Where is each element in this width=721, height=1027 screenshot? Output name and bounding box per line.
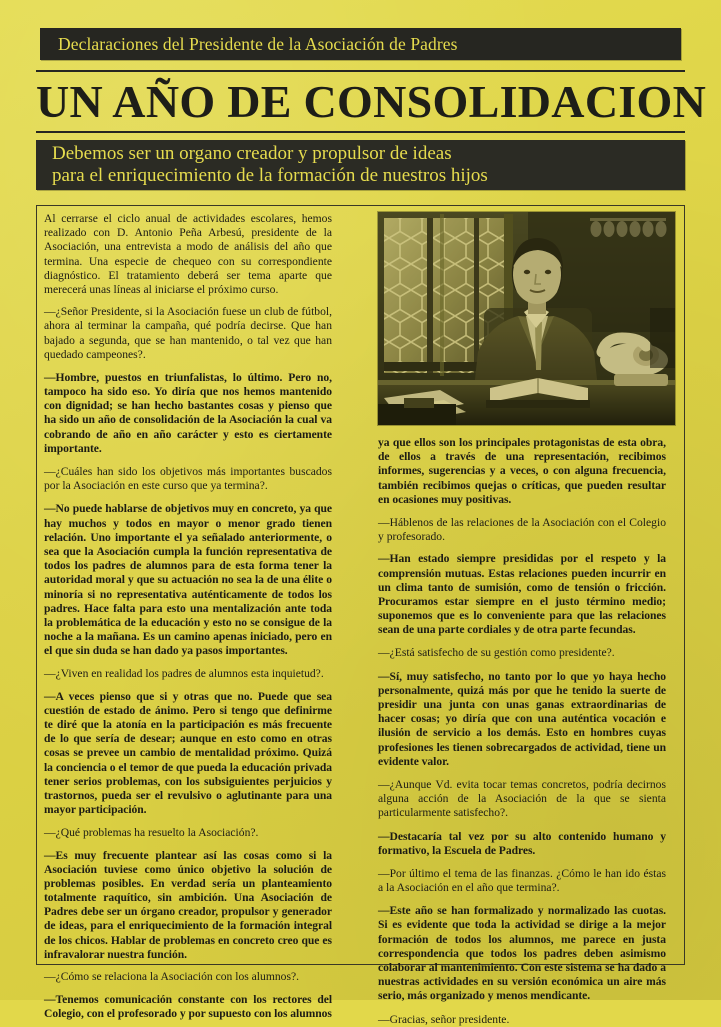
article-paragraph: —Tenemos comunicación constante con los rectores del Colegio, con el profesorado y por supuesto con los alumnos	[44, 993, 332, 1021]
article-columns	[44, 212, 677, 1026]
article-paragraph: —Destacaría tal vez por su alto contenido humano y formativo, la Escuela de Padres.	[378, 829, 666, 857]
kicker-text: Declaraciones del Presidente de la Asociación de Padres	[58, 33, 458, 54]
article-paragraph: —Hombre, puestos en triunfalistas, lo último. Pero no, tampoco ha sido eso. Yo diría que nos hemos mantenido con dignidad; se han hecho bastantes cosas y pienso que ha sido un año de consolidación de la Asociación la cual va cobrando de año en año carácter y esto es ciertamente importante.	[44, 370, 332, 455]
headline-container	[36, 74, 707, 129]
article-paragraph: —Por último el tema de las finanzas. ¿Cómo le han ido éstas a la Asociación en el año que termina?.	[378, 866, 666, 895]
article-paragraph: —¿Viven en realidad los padres de alumnos esta inquietud?.	[44, 667, 324, 681]
headline-rule-bottom	[36, 131, 685, 133]
article-paragraph: —Han estado siempre presididas por el respeto y la comprensión mutuas. Estas relaciones pueden incurrir en un clima tanto de sumisión, como de tensión o fricción. Procuramos estar siempre en el justo término medio; suponemos que es lo conveniente para que las relaciones sean de una parte cordiales y de otra parte fecundas.	[378, 552, 666, 637]
article-paragraph: —¿Aunque Vd. evita tocar temas concretos, podría decirnos alguna acción de la Asociación de la que se sienta particularmente satisfecho?.	[378, 777, 666, 820]
headline-rule-top	[36, 70, 685, 72]
article-paragraph: —A veces pienso que si y otras que no. Puede que sea cuestión de estado de ánimo. Pero si tengo que definirme te diré que la atonía en la participación es más frecuente de lo que sería de desear; aunque en esto como en otras cosas se prevee un cambio de mentalidad próximo. Quizá la conciencia o el temor de que pueda la educación privada tener serios problemas, con los subsiguientes perjuicios y trastornos, pueda ser el revulsivo o aglutinante para una mayor participación.	[44, 689, 332, 817]
article-column-left	[44, 212, 332, 1021]
article-paragraph: —Es muy frecuente plantear así las cosas como si la Asociación tuviese como único objetivo la solución de problemas posibles. En verdad sería un planteamiento totalmente raquítico, sin ambición. Una Asociación de Padres debe ser un órgano creador, propulsor y generador de ideas, para el enriquecimiento de la formación integral de los chicos. Hablar de problemas en concreto creo que es infravalorar nuestra función.	[44, 848, 332, 961]
article-paragraph: Al cerrarse el ciclo anual de actividades escolares, hemos realizado con D. Antonio Peña Arbesú, presidente de la Asociación, una entrevista a modo de análisis del año que termina. Una especie de chequeo con su correspondiente diagnóstico. El tratamiento deberá ser tema aparte que merecerá unas líneas al iniciarse el próximo curso.	[44, 212, 332, 296]
article-paragraph: —Gracias, señor presidente.	[378, 1012, 510, 1026]
article-paragraph: —Sí, muy satisfecho, no tanto por lo que yo haya hecho personalmente, quizá más por que he tenido la suerte de presidir una junta con unas ganas extraordinarias de hacer cosas; yo diría que con una auténtica vocación e ilusión de servicio a los demás. Esto en hombres cuyas profesiones les tienen sobrecargados de actividad, tiene un evidente valor.	[378, 669, 666, 768]
article-paragraph: —Este año se han formalizado y normalizado las cuotas. Si es evidente que toda la actividad se dirige a la mejor formación de todos los alumnos, me parece en justa correspondencia que todos los padres deben asimismo colaborar al mantenimiento. Con este sistema se ha dado a nuestras actividades en su versión económica un aire más serio, más organizado y menos mendicante.	[378, 904, 666, 1003]
article-paragraph: —¿Cuáles han sido los objetivos más importantes buscados por la Asociación en este curso que ya termina?.	[44, 465, 332, 493]
article-paragraph: —No puede hablarse de objetivos muy en concreto, ya que hay muchos y todos en mayor o menor grado tienen relación. Uno importante el ya señalado anteriormente, o sea que la Asociación cumpla la función representativa de todos los padres de alumnos para de esta forma tener la autoridad moral y que su actuación no sea la de una élite o minoría si no representativa auténticamente de todos los padres. Hace falta para esto una mentalización ante toda la problemática de la educación y esto no se consigue de la noche a la mañana. Es un camino apenas iniciado, pero en el que sin duda se han dado ya pasos importantes.	[44, 502, 332, 658]
article-paragraph: —¿Está satisfecho de su gestión como presidente?.	[378, 646, 615, 660]
article-column-right	[378, 212, 666, 1026]
article-paragraph: —¿Qué problemas ha resuelto la Asociación?.	[44, 826, 259, 840]
deck-line-1: Debemos ser un organo creador y propulsor de ideas	[52, 142, 452, 164]
deck-bar	[36, 140, 685, 190]
president-photo	[378, 212, 675, 425]
article-paragraph: —¿Señor Presidente, si la Asociación fuese un club de fútbol, ahora al terminar la campaña, qué podría decirse. Que han bajado a segunda, que se han mantenido, o tal vez que han quedado campeones?.	[44, 305, 332, 361]
article-paragraph: ya que ellos son los principales protagonistas de esta obra, de ellos a través de una representación, recibimos informes, sugerencias y a veces, o con alguna frecuencia, también recibimos quejas o críticas, que pueden resultar en ocasiones muy positivas.	[378, 436, 666, 506]
president-photo-graphic	[378, 212, 675, 425]
article-paragraph: —Háblenos de las relaciones de la Asociación con el Colegio y profesorado.	[378, 515, 666, 544]
article-paragraph: —¿Cómo se relaciona la Asociación con los alumnos?.	[44, 970, 299, 983]
kicker-bar	[40, 28, 681, 60]
page-title: UN AÑO DE CONSOLIDACION	[36, 75, 707, 127]
deck-line-2: para el enriquecimiento de la formación de nuestros hijos	[52, 165, 488, 186]
